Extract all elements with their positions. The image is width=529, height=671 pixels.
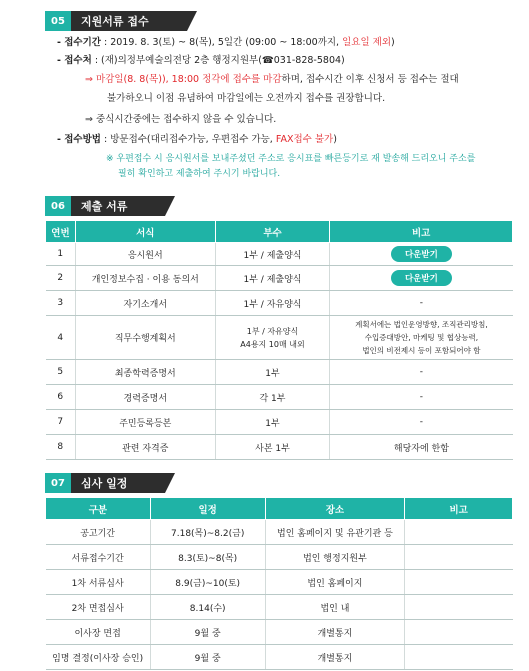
place-text: : (재)의정부예술의전당 2층 행정지원부(☎031-828-5804) xyxy=(91,55,345,66)
place-label: - 접수처 xyxy=(57,55,92,66)
table-row xyxy=(46,316,513,360)
table-row xyxy=(46,291,513,316)
table-row xyxy=(46,266,513,291)
download-button[interactable]: 다운받기 xyxy=(391,246,452,262)
schedule-date: 8.9(금)~10(토) xyxy=(150,570,265,595)
copy-count-line: 1부 / 자유양식 xyxy=(246,326,299,336)
note-cell xyxy=(330,316,513,360)
table-row xyxy=(46,243,513,266)
schedule-date: 8.14(수) xyxy=(150,595,265,620)
schedule-category: 1차 서류심사 xyxy=(46,570,151,595)
note-cell xyxy=(330,266,513,291)
row-number: 2 xyxy=(46,266,76,291)
schedule-category: 임명 결정(이사장 승인) xyxy=(46,645,151,670)
note-cell: - xyxy=(330,291,513,316)
schedule-place: 법인 홈페이지 및 유관기관 등 xyxy=(265,520,405,545)
row-number: 1 xyxy=(46,243,76,266)
method-label: - 접수방법 xyxy=(57,134,101,145)
table-row xyxy=(46,410,513,435)
note-line: 법인의 비전제시 등이 포함되어야 함 xyxy=(362,346,481,355)
note-cell: - xyxy=(330,360,513,385)
warn-red: 마감일(8. 8(목)), 18:00 정각에 접수를 마감 xyxy=(95,74,282,85)
note-line: 수입증대방안, 마케팅 및 협상능력, xyxy=(364,333,479,342)
table-row xyxy=(46,520,513,545)
form-name: 직무수행계획서 xyxy=(75,316,215,360)
row-number: 4 xyxy=(46,316,76,360)
section-title-tail xyxy=(187,11,197,31)
form-name: 응시원서 xyxy=(75,243,215,266)
schedule-table xyxy=(45,497,513,670)
table-row xyxy=(46,570,513,595)
form-name: 주민등록등본 xyxy=(75,410,215,435)
method-line xyxy=(57,133,337,147)
schedule-place: 법인 내 xyxy=(265,595,405,620)
period-line xyxy=(57,36,395,50)
schedule-date: 9월 중 xyxy=(150,645,265,670)
copy-count-line: A4용지 10매 내외 xyxy=(240,339,305,349)
mail-note-1: ※ 우편접수 시 응시원서를 보내주셨던 주소로 응시표를 빠른등기로 재 발송해 드리오니 주소를 xyxy=(106,154,476,164)
period-end: ) xyxy=(391,37,395,48)
section-06-header xyxy=(45,196,175,216)
copy-count: 1부 xyxy=(215,410,330,435)
row-number: 5 xyxy=(46,360,76,385)
period-red: 일요일 제외 xyxy=(342,37,391,48)
place-line xyxy=(57,54,345,68)
form-name: 개인정보수집 · 이용 동의서 xyxy=(75,266,215,291)
download-button[interactable]: 다운받기 xyxy=(391,270,452,286)
table-row xyxy=(46,385,513,410)
copy-count: 1부 / 제출양식 xyxy=(215,266,330,291)
form-name: 최종학력증명서 xyxy=(75,360,215,385)
schedule-place: 법인 행정지원부 xyxy=(265,545,405,570)
section-title: 지원서류 접수 xyxy=(71,11,187,31)
copy-count xyxy=(215,316,330,360)
table-row xyxy=(46,435,513,460)
warn-line-2: 불가하오니 이점 유념하여 마감일에는 오전까지 접수를 권장합니다. xyxy=(107,93,386,104)
schedule-category: 2차 면접심사 xyxy=(46,595,151,620)
copy-count: 각 1부 xyxy=(215,385,330,410)
section-number: 05 xyxy=(45,11,71,31)
copy-count: 1부 / 제출양식 xyxy=(215,243,330,266)
section-07-header xyxy=(45,473,175,493)
col-header: 비고 xyxy=(405,498,513,520)
table-row xyxy=(46,645,513,670)
schedule-place: 법인 홈페이지 xyxy=(265,570,405,595)
form-name: 경력증명서 xyxy=(75,385,215,410)
note-line: 계획서에는 법인운영방향, 조직관리방침, xyxy=(355,320,488,329)
method-end: ) xyxy=(333,134,337,145)
col-header: 장소 xyxy=(265,498,405,520)
section-title-tail xyxy=(165,196,175,216)
mail-note-2: 필히 확인하고 제출하여 주시기 바랍니다. xyxy=(118,169,281,179)
section-title: 제출 서류 xyxy=(71,196,165,216)
schedule-note xyxy=(405,570,513,595)
row-number: 3 xyxy=(46,291,76,316)
schedule-date: 7.18(목)~8.2(금) xyxy=(150,520,265,545)
form-name: 관련 자격증 xyxy=(75,435,215,460)
period-label: - 접수기간 xyxy=(57,37,101,48)
method-text: : 방문접수(대리접수가능, 우편접수 가능, xyxy=(100,134,276,145)
schedule-category: 공고기간 xyxy=(46,520,151,545)
warn-line xyxy=(85,73,459,87)
section-05-header xyxy=(45,11,197,31)
section-title-tail xyxy=(165,473,175,493)
copy-count: 1부 xyxy=(215,360,330,385)
note-cell xyxy=(330,243,513,266)
table-row xyxy=(46,595,513,620)
section-title: 심사 일정 xyxy=(71,473,165,493)
schedule-note xyxy=(405,620,513,645)
table-row xyxy=(46,620,513,645)
table-row xyxy=(46,360,513,385)
schedule-note xyxy=(405,645,513,670)
col-header: 연번 xyxy=(46,221,76,243)
note-cell: - xyxy=(330,385,513,410)
lunch-line: ⇒ 중식시간중에는 접수하지 않을 수 있습니다. xyxy=(85,114,277,125)
table-header-row xyxy=(46,498,513,520)
schedule-date: 9월 중 xyxy=(150,620,265,645)
row-number: 6 xyxy=(46,385,76,410)
col-header: 구분 xyxy=(46,498,151,520)
section-number: 07 xyxy=(45,473,71,493)
row-number: 8 xyxy=(46,435,76,460)
schedule-category: 서류접수기간 xyxy=(46,545,151,570)
method-red: FAX접수 불가 xyxy=(275,134,334,145)
table-header-row xyxy=(46,221,513,243)
schedule-note xyxy=(405,545,513,570)
warn-text: 하며, 접수시간 이후 신청서 등 접수는 절대 xyxy=(281,74,459,85)
col-header: 서식 xyxy=(75,221,215,243)
note-cell: - xyxy=(330,410,513,435)
period-text: : 2019. 8. 3(토) ~ 8(목), 5일간 (09:00 ~ 18:00까지, xyxy=(100,37,343,48)
col-header: 부수 xyxy=(215,221,330,243)
form-name: 자기소개서 xyxy=(75,291,215,316)
note-cell: 해당자에 한함 xyxy=(330,435,513,460)
schedule-category: 이사장 면접 xyxy=(46,620,151,645)
col-header: 비고 xyxy=(330,221,513,243)
schedule-place: 개별통지 xyxy=(265,620,405,645)
schedule-date: 8.3(토)~8(목) xyxy=(150,545,265,570)
copy-count: 사본 1부 xyxy=(215,435,330,460)
schedule-note xyxy=(405,595,513,620)
table-row xyxy=(46,545,513,570)
schedule-note xyxy=(405,520,513,545)
row-number: 7 xyxy=(46,410,76,435)
documents-table xyxy=(45,220,513,460)
schedule-place: 개별통지 xyxy=(265,645,405,670)
section-number: 06 xyxy=(45,196,71,216)
warn-arrow: ⇒ xyxy=(85,74,96,85)
copy-count: 1부 / 자유양식 xyxy=(215,291,330,316)
col-header: 일정 xyxy=(150,498,265,520)
